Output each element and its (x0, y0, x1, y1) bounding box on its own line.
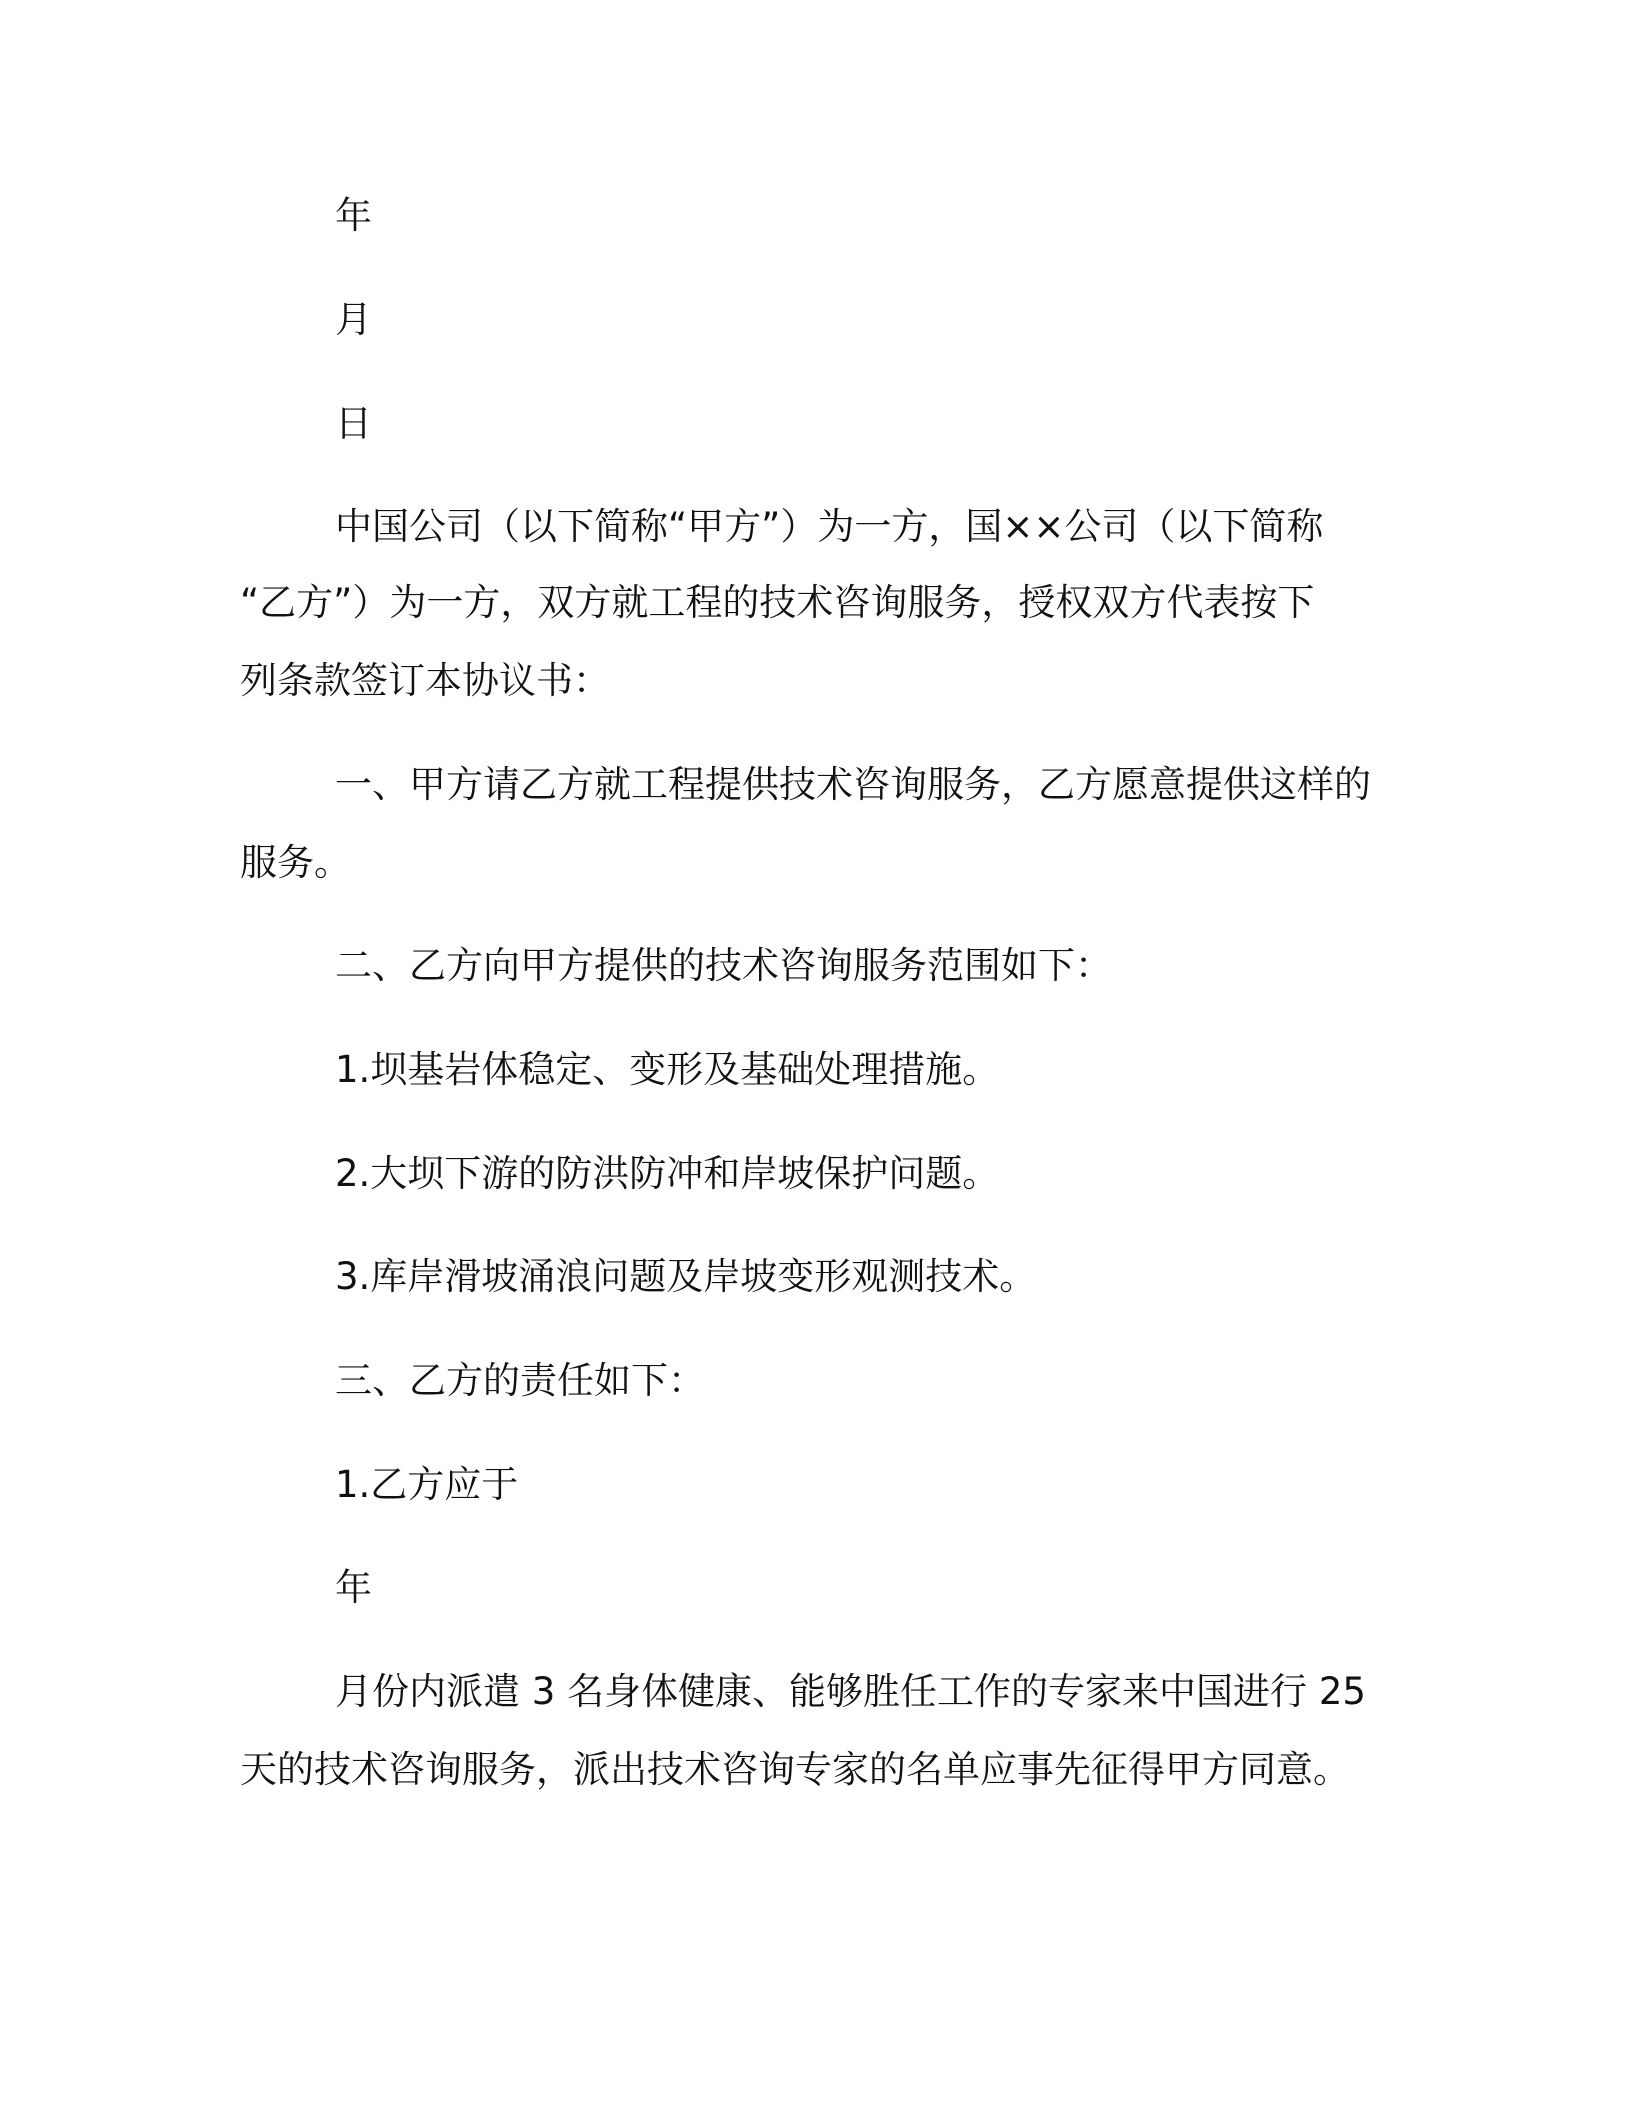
intro-line-2: “乙方”）为一方，双方就工程的技术咨询服务，授权双方代表按下 (240, 581, 1315, 624)
clause-3-item-1-line-2: 天的技术咨询服务，派出技术咨询专家的名单应事先征得甲方同意。 (240, 1748, 1350, 1791)
intro-line-3: 列条款签订本协议书： (240, 659, 610, 702)
clause-2-item: 2.大坝下游的防洪防冲和岸坡保护问题。 (335, 1152, 1000, 1195)
clause-3-item-1-line-1: 月份内派遣 3 名身体健康、能够胜任工作的专家来中国进行 25 (335, 1670, 1366, 1713)
clause-2-item: 1.坝基岩体稳定、变形及基础处理措施。 (335, 1048, 1000, 1091)
date-year: 年 (335, 194, 372, 237)
date-day: 日 (335, 402, 372, 445)
clause-1-line-1: 一、甲方请乙方就工程提供技术咨询服务，乙方愿意提供这样的 (335, 763, 1371, 806)
date-month: 月 (335, 298, 372, 341)
clause-3-item-1-year: 年 (335, 1566, 372, 1609)
clause-2-item: 3.库岸滑坡涌浪问题及岸坡变形观测技术。 (335, 1255, 1037, 1298)
clause-2-heading: 二、乙方向甲方提供的技术咨询服务范围如下： (335, 944, 1112, 987)
clause-1-line-2: 服务。 (240, 841, 351, 884)
clause-3-item-1-start: 1.乙方应于 (335, 1463, 519, 1506)
intro-line-1: 中国公司（以下简称“甲方”）为一方，国××公司（以下简称 (335, 505, 1324, 548)
clause-3-heading: 三、乙方的责任如下： (335, 1359, 705, 1402)
